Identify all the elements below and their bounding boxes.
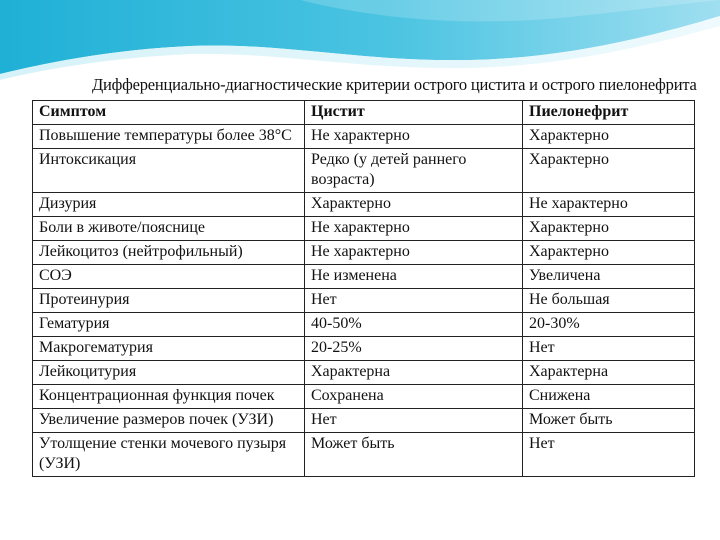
cystitis-cell: Редко (у детей раннего возраста) — [305, 149, 523, 193]
cystitis-cell: Сохранена — [305, 385, 523, 409]
header-symptom: Симптом — [33, 101, 305, 125]
table-row — [33, 265, 695, 289]
table-row — [33, 433, 695, 477]
table-row — [33, 217, 695, 241]
symptom-cell: Интоксикация — [33, 149, 305, 193]
table-row — [33, 361, 695, 385]
header-pyelonephritis: Пиелонефрит — [523, 101, 695, 125]
pyelonephritis-cell: Нет — [523, 433, 695, 477]
cystitis-cell: Не характерно — [305, 241, 523, 265]
table-row — [33, 313, 695, 337]
pyelonephritis-cell: Характерна — [523, 361, 695, 385]
cystitis-cell: Характерна — [305, 361, 523, 385]
table-row — [33, 125, 695, 149]
symptom-cell: Гематурия — [33, 313, 305, 337]
cystitis-cell: Не характерно — [305, 217, 523, 241]
table-row — [33, 149, 695, 193]
pyelonephritis-cell: Увеличена — [523, 265, 695, 289]
symptom-cell: Увеличение размеров почек (УЗИ) — [33, 409, 305, 433]
pyelonephritis-cell: Характерно — [523, 149, 695, 193]
cystitis-cell: 40-50% — [305, 313, 523, 337]
pyelonephritis-cell: Характерно — [523, 217, 695, 241]
pyelonephritis-cell: Может быть — [523, 409, 695, 433]
table-row — [33, 193, 695, 217]
pyelonephritis-cell: Не характерно — [523, 193, 695, 217]
symptom-cell: Дизурия — [33, 193, 305, 217]
symptom-cell: Лейкоцитурия — [33, 361, 305, 385]
table-row — [33, 385, 695, 409]
pyelonephritis-cell: 20-30% — [523, 313, 695, 337]
symptom-cell: Макрогематурия — [33, 337, 305, 361]
pyelonephritis-cell: Характерно — [523, 241, 695, 265]
pyelonephritis-cell: Снижена — [523, 385, 695, 409]
criteria-table — [32, 100, 695, 477]
table-row — [33, 241, 695, 265]
symptom-cell: Утолщение стенки мочевого пузыря (УЗИ) — [33, 433, 305, 477]
table-row — [33, 289, 695, 313]
symptom-cell: Концентрационная функция почек — [33, 385, 305, 409]
symptom-cell: Протеинурия — [33, 289, 305, 313]
table-caption: Дифференциально-диагностические критерии острого цистита и острого пиелонефрита — [92, 75, 697, 94]
table-row — [33, 409, 695, 433]
table-header-row — [33, 101, 695, 125]
cystitis-cell: 20-25% — [305, 337, 523, 361]
pyelonephritis-cell: Не большая — [523, 289, 695, 313]
symptom-cell: СОЭ — [33, 265, 305, 289]
header-cystitis: Цистит — [305, 101, 523, 125]
symptom-cell: Боли в животе/пояснице — [33, 217, 305, 241]
pyelonephritis-cell: Характерно — [523, 125, 695, 149]
cystitis-cell: Нет — [305, 409, 523, 433]
cystitis-cell: Не характерно — [305, 125, 523, 149]
cystitis-cell: Может быть — [305, 433, 523, 477]
cystitis-cell: Характерно — [305, 193, 523, 217]
symptom-cell: Лейкоцитоз (нейтрофильный) — [33, 241, 305, 265]
table-row — [33, 337, 695, 361]
symptom-cell: Повышение температуры более 38°С — [33, 125, 305, 149]
pyelonephritis-cell: Нет — [523, 337, 695, 361]
cystitis-cell: Не изменена — [305, 265, 523, 289]
decorative-wave-banner — [0, 0, 720, 80]
cystitis-cell: Нет — [305, 289, 523, 313]
